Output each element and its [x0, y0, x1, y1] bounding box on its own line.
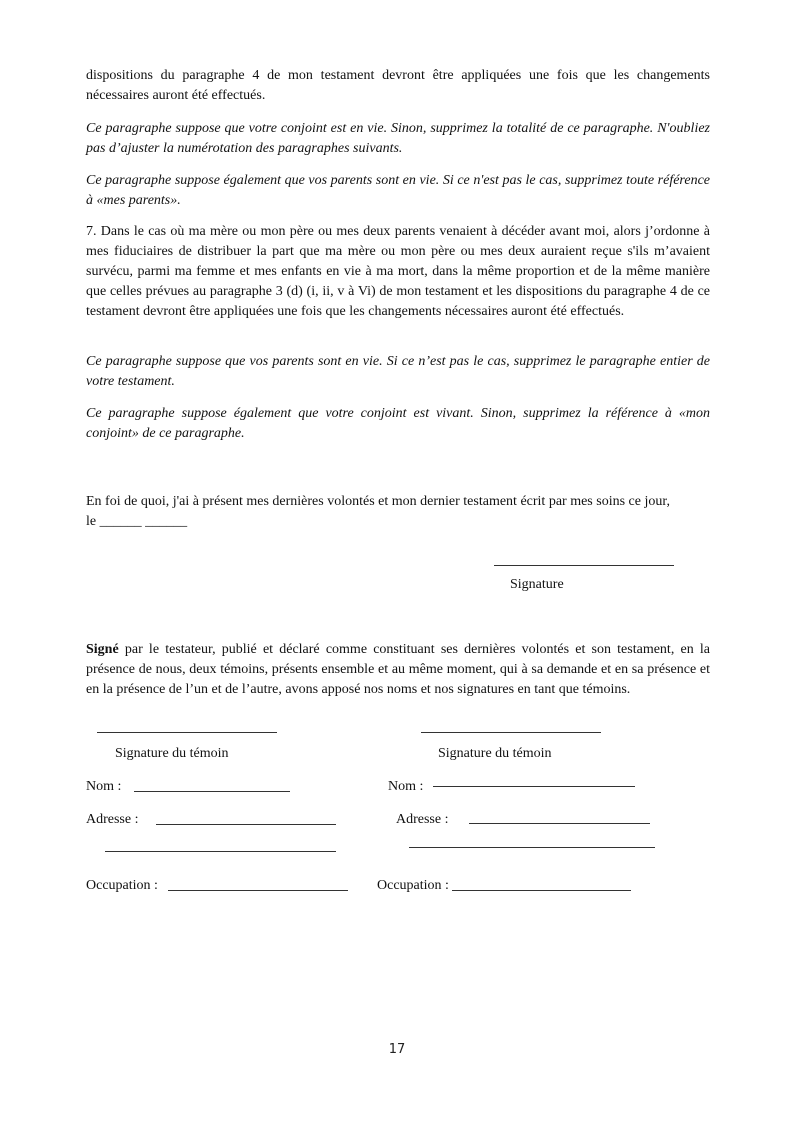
witness-2-signature-line[interactable]	[421, 732, 601, 733]
witness-2-address-field-2[interactable]	[409, 847, 655, 848]
witness-1-signature-line[interactable]	[97, 732, 277, 733]
paragraph-7: 7. Dans le cas où ma mère ou mon père ou mes deux parents venaient à décéder avant moi, alors j’ordonne à mes fiduciaires de distribuer la part que ma mère ou mon père ou mes deux auraient reçue s'ils m’avaient survécu, parmi ma femme et mes enfants en vie à ma mort, dans la même proportion et de la même manière que celles prévues au paragraphe 3 (d) (i, ii, v à Vi) de mon testament et les dispositions du paragraphe 4 de ce testament devront être appliquées une fois que les changements nécessaires auront été effectués.	[86, 224, 710, 319]
date-blank-line[interactable]: le ______ ______	[86, 514, 188, 529]
witness-1-signature-label: Signature du témoin	[115, 746, 229, 761]
witness-1-name-label: Nom :	[86, 779, 122, 794]
witness-2-occupation-label: Occupation :	[377, 878, 449, 893]
witness-1-address-label: Adresse :	[86, 812, 139, 827]
instruction-note-spouse: Ce paragraphe suppose que votre conjoint est en vie. Sinon, supprimez la totalité de ce paragraphe. N'oubliez pas d’ajuster la numérotation des paragraphes suivants.	[86, 121, 710, 156]
witness-2-name-field[interactable]	[433, 786, 635, 787]
witness-1-occupation-field[interactable]	[168, 890, 348, 891]
continuation-paragraph: dispositions du paragraphe 4 de mon testament devront être appliquées une fois que les changements nécessaires auront été effectués.	[86, 68, 710, 103]
instruction-note-parents-alive: Ce paragraphe suppose que vos parents sont en vie. Si ce n’est pas le cas, supprimez le paragraphe entier de votre testament.	[86, 354, 710, 389]
witness-2-address-label: Adresse :	[396, 812, 449, 827]
witness-1-name-field[interactable]	[134, 791, 290, 792]
testament-closing-clause: En foi de quoi, j'ai à présent mes dernières volontés et mon dernier testament écrit par mes soins ce jour,	[86, 494, 670, 509]
instruction-note-parents: Ce paragraphe suppose également que vos parents sont en vie. Si ce n'est pas le cas, supprimez toute référence à «mes parents».	[86, 173, 710, 208]
witness-2-address-field-1[interactable]	[469, 823, 650, 824]
signed-bold-word: Signé	[86, 642, 119, 657]
witness-2-signature-label: Signature du témoin	[438, 746, 552, 761]
instruction-note-spouse-alive: Ce paragraphe suppose également que votre conjoint est vivant. Sinon, supprimez la référence à «mon conjoint» de ce paragraphe.	[86, 406, 710, 441]
witness-1-address-field-1[interactable]	[156, 824, 336, 825]
witness-2-name-label: Nom :	[388, 779, 424, 794]
attestation-clause	[86, 640, 710, 700]
attestation-text: par le testateur, publié et déclaré comme constituant ses dernières volontés et son testament, en la présence de nous, deux témoins, présents ensemble et au même moment, qui à sa demande et en sa présence et en la présence de l’un et de l’autre, avons apposé nos noms et nos signatures en tant que témoins.	[86, 642, 710, 697]
testator-signature-label: Signature	[510, 577, 564, 592]
witness-2-occupation-field[interactable]	[452, 890, 631, 891]
witness-1-occupation-label: Occupation :	[86, 878, 158, 893]
testator-signature-line[interactable]	[494, 565, 674, 566]
page-number: 17	[388, 1042, 406, 1057]
witness-1-address-field-2[interactable]	[105, 851, 336, 852]
